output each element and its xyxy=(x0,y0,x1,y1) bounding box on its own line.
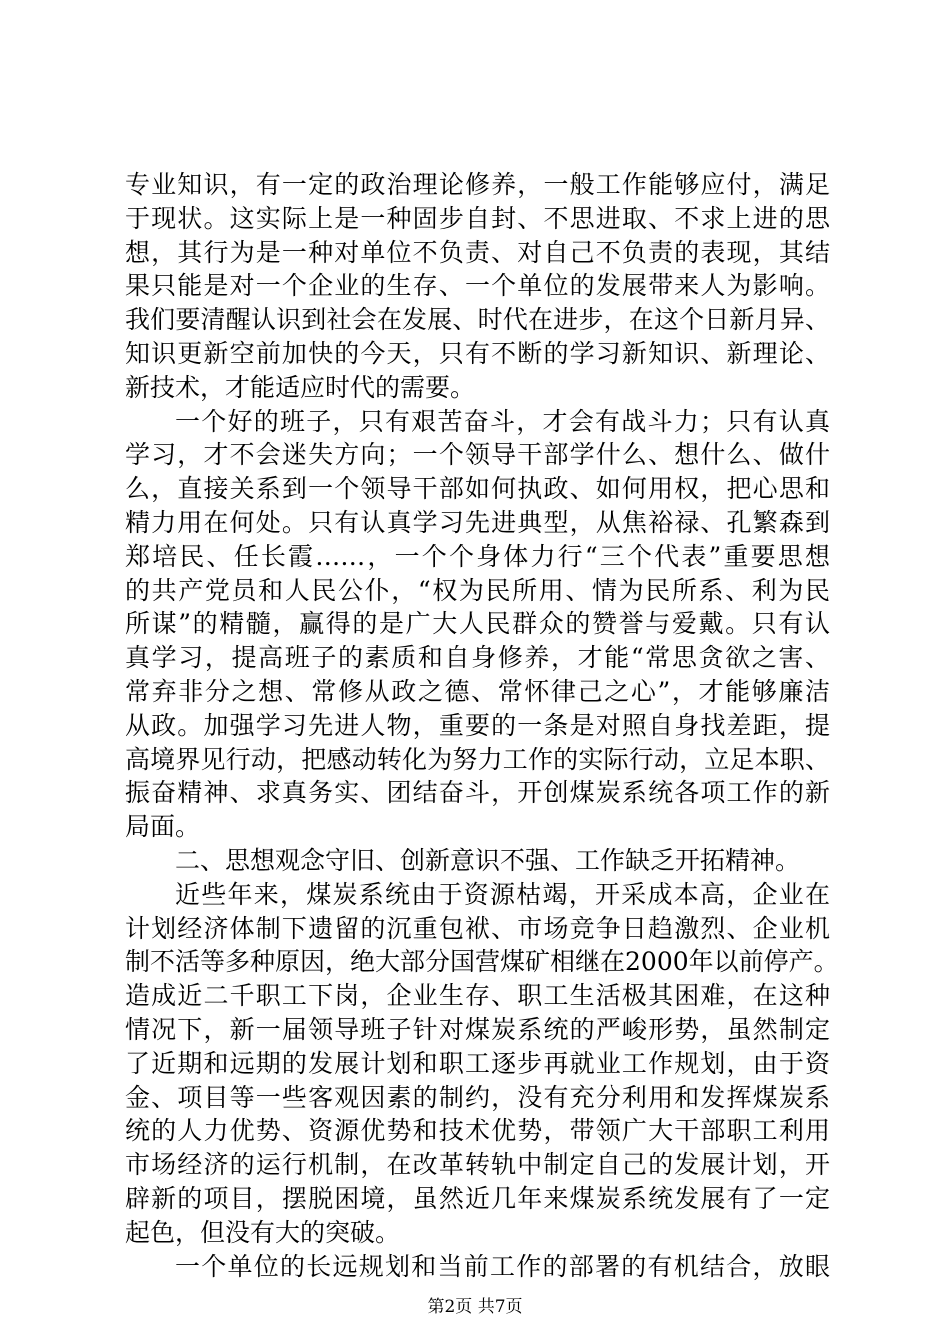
text-line: 的共产党员和人民公仆，“权为民所用、情为民所系、利为民 xyxy=(125,575,830,605)
text-line: 起色，但没有大的突破。 xyxy=(125,1217,401,1247)
text-line: 专业知识，有一定的政治理论修养，一般工作能够应付，满足 xyxy=(125,170,830,199)
text-line: 我们要清醒认识到社会在发展、时代在进步，在这个日新月异、 xyxy=(125,305,830,335)
text-line: 市场经济的运行机制，在改革转轨中制定自己的发展计划，开 xyxy=(125,1150,830,1180)
paragraph-start-line: 近些年来，煤炭系统由于资源枯竭，开采成本高，企业在 xyxy=(175,879,830,909)
text-line: 郑培民、任长霞……，一个个身体力行“三个代表”重要思想 xyxy=(125,541,830,571)
text-line: 常弃非分之想、常修从政之德、常怀律己之心”，才能够廉洁 xyxy=(125,676,830,706)
text-line: 所谋”的精髓，赢得的是广大人民群众的赞誉与爱戴。只有认 xyxy=(125,609,830,639)
paragraph-start-line: 一个好的班子，只有艰苦奋斗，才会有战斗力；只有认真 xyxy=(175,406,830,436)
text-line: 辟新的项目，摆脱困境，虽然近几年来煤炭系统发展有了一定 xyxy=(125,1183,830,1213)
text-line: 制不活等多种原因，绝大部分国营煤矿相继在2000年以前停产。 xyxy=(125,947,839,977)
paragraph-start-line: 一个单位的长远规划和当前工作的部署的有机结合，放眼 xyxy=(175,1251,830,1281)
text-line: 精力用在何处。只有认真学习先进典型，从焦裕禄、孔繁森到 xyxy=(125,507,830,537)
section-heading: 二、思想观念守旧、创新意识不强、工作缺乏开拓精神。 xyxy=(175,845,801,875)
text-line: 金、项目等一些客观因素的制约，没有充分利用和发挥煤炭系 xyxy=(125,1082,830,1112)
text-line: 统的人力优势、资源优势和技术优势，带领广大干部职工利用 xyxy=(125,1116,830,1146)
text-line: 想，其行为是一种对单位不负责、对自己不负责的表现，其结 xyxy=(125,237,830,267)
text-line: 真学习，提高班子的素质和自身修养，才能“常思贪欲之害、 xyxy=(125,643,830,673)
text-line: 造成近二千职工下岗，企业生存、职工生活极其困难，在这种 xyxy=(125,981,830,1011)
text-line: 知识更新空前加快的今天，只有不断的学习新知识、新理论、 xyxy=(125,338,830,368)
text-line: 计划经济体制下遗留的沉重包袱、市场竞争日趋激烈、企业机 xyxy=(125,913,830,943)
text-line: 么，直接关系到一个领导干部如何执政、如何用权，把心思和 xyxy=(125,474,830,504)
body-text xyxy=(125,168,839,1283)
text-line: 了近期和远期的发展计划和职工逐步再就业工作规划，由于资 xyxy=(125,1048,830,1078)
text-line: 从政。加强学习先进人物，重要的一条是对照自身找差距，提 xyxy=(125,710,830,740)
text-line: 新技术，才能适应时代的需要。 xyxy=(125,372,476,402)
text-line: 情况下，新一届领导班子针对煤炭系统的严峻形势，虽然制定 xyxy=(125,1014,830,1044)
text-line: 局面。 xyxy=(125,812,201,842)
page-number-footer: 第2页 共7页 xyxy=(427,1297,523,1317)
text-line: 高境界见行动，把感动转化为努力工作的实际行动，立足本职、 xyxy=(125,744,830,774)
text-line: 学习，才不会迷失方向；一个领导干部学什么、想什么、做什 xyxy=(125,440,830,470)
text-line: 果只能是对一个企业的生存、一个单位的发展带来人为影响。 xyxy=(125,271,830,301)
text-line: 于现状。这实际上是一种固步自封、不思进取、不求上进的思 xyxy=(125,203,830,233)
text-line: 振奋精神、求真务实、团结奋斗，开创煤炭系统各项工作的新 xyxy=(125,778,830,808)
